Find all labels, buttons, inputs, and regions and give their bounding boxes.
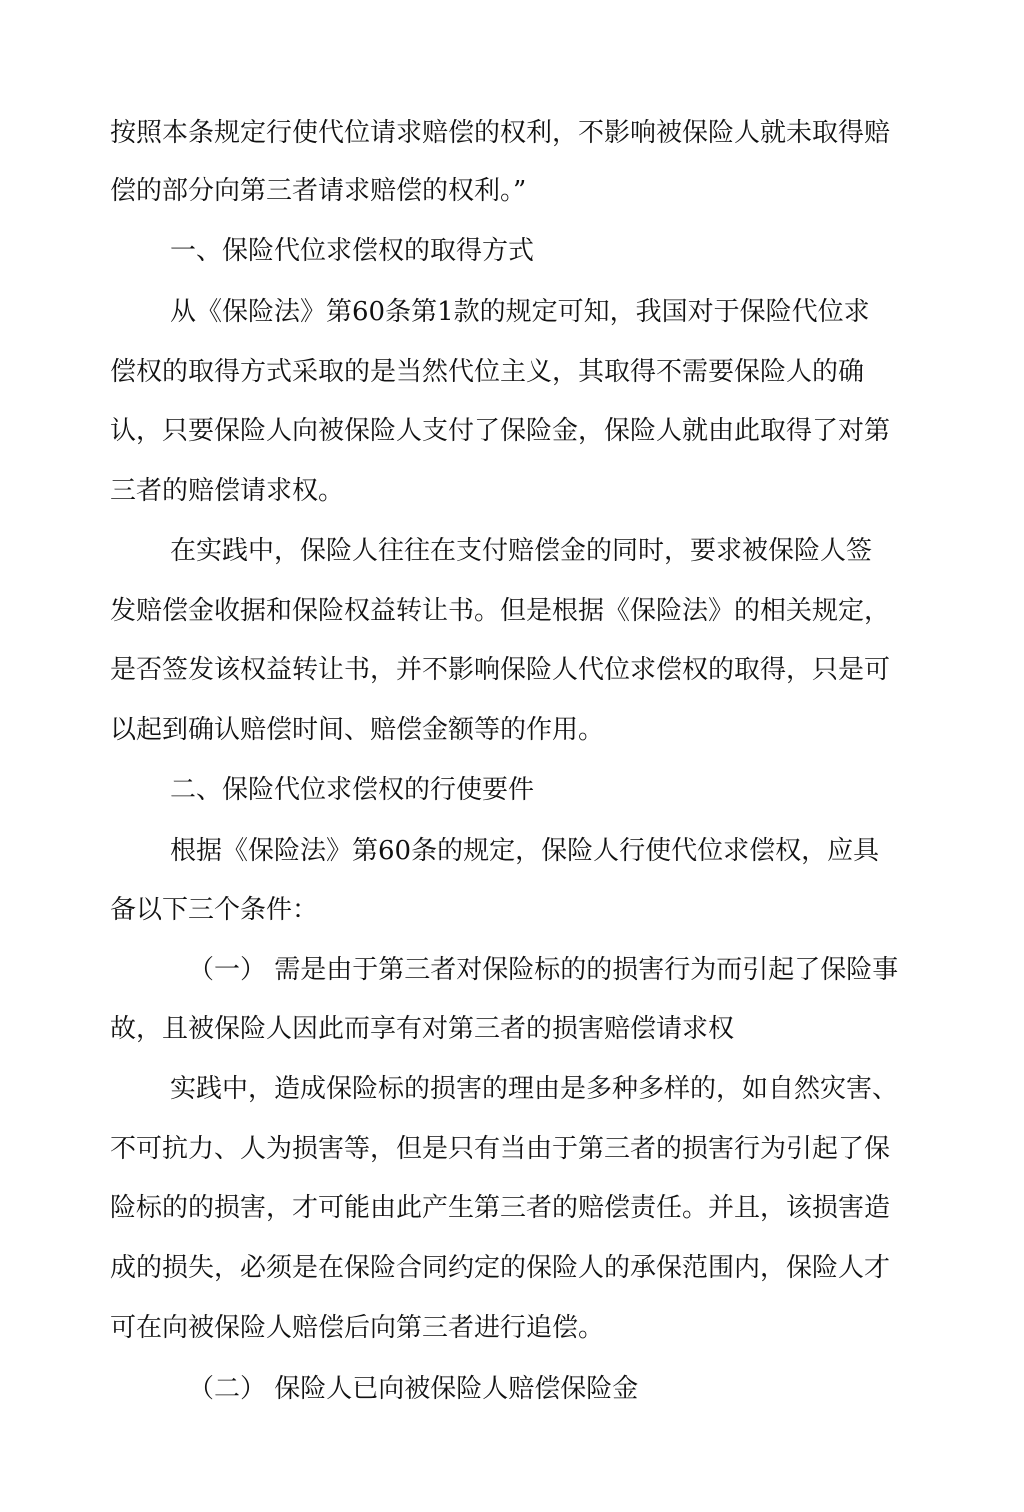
section-heading: 二、保险代位求偿权的行使要件 bbox=[170, 775, 535, 805]
text-line: 偿权的取得方式采取的是当然代位主义，其取得不需要保险人的确 bbox=[110, 357, 865, 387]
subsection-heading: （一） 需是由于第三者对保险标的的损害行为而引起了保险事 bbox=[188, 955, 899, 985]
text-line: 按照本条规定行使代位请求赔偿的权利，不影响被保险人就未取得赔 bbox=[110, 118, 891, 148]
text-line: 在实践中，保险人往往在支付赔偿金的同时，要求被保险人签 bbox=[170, 536, 873, 566]
text-line: 从《保险法》第60条第1款的规定可知，我国对于保险代位求 bbox=[170, 297, 870, 327]
text-line: 偿的部分向第三者请求赔偿的权利。” bbox=[110, 176, 527, 206]
text-line: 不可抗力、人为损害等，但是只有当由于第三者的损害行为引起了保 bbox=[110, 1134, 891, 1164]
subsection-heading: （二） 保险人已向被保险人赔偿保险金 bbox=[188, 1374, 639, 1404]
text-line: 是否签发该权益转让书，并不影响保险人代位求偿权的取得，只是可 bbox=[110, 655, 891, 685]
text-line: 发赔偿金收据和保险权益转让书。但是根据《保险法》的相关规定， bbox=[110, 596, 891, 626]
text-line: 以起到确认赔偿时间、赔偿金额等的作用。 bbox=[110, 715, 605, 745]
section-heading: 一、保险代位求偿权的取得方式 bbox=[170, 236, 535, 266]
text-line: 故，且被保险人因此而享有对第三者的损害赔偿请求权 bbox=[110, 1014, 735, 1044]
text-line: 成的损失，必须是在保险合同约定的保险人的承保范围内，保险人才 bbox=[110, 1253, 891, 1283]
text-line: 认，只要保险人向被保险人支付了保险金，保险人就由此取得了对第 bbox=[110, 416, 891, 446]
text-line: 实践中，造成保险标的损害的理由是多种多样的，如自然灾害、 bbox=[170, 1074, 899, 1104]
text-line: 三者的赔偿请求权。 bbox=[110, 476, 345, 506]
text-line: 根据《保险法》第60条的规定，保险人行使代位求偿权，应具 bbox=[170, 836, 880, 866]
text-line: 可在向被保险人赔偿后向第三者进行追偿。 bbox=[110, 1313, 605, 1343]
text-line: 险标的的损害，才可能由此产生第三者的赔偿责任。并且，该损害造 bbox=[110, 1193, 891, 1223]
text-line: 备以下三个条件： bbox=[110, 895, 319, 925]
